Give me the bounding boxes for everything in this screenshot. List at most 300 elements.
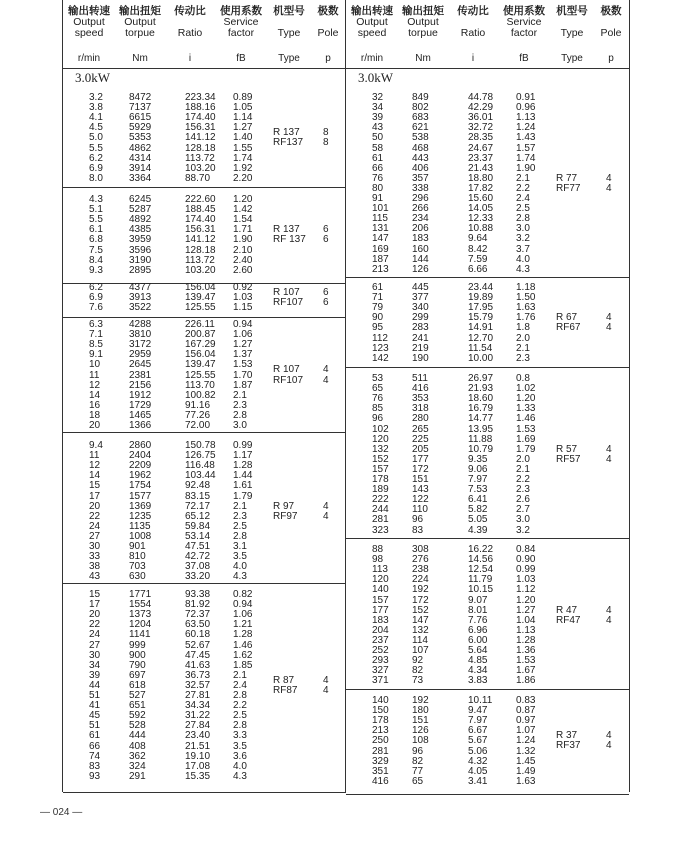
- speed-cell: 177: [372, 604, 389, 616]
- ratio-cell: 83.15: [185, 490, 211, 502]
- ratio-cell: 60.18: [185, 629, 211, 641]
- speed-cell: 61: [372, 152, 384, 164]
- speed-cell: 22: [89, 619, 101, 631]
- table-row: [63, 731, 346, 741]
- torque-cell: 1465: [129, 409, 152, 421]
- header-text: torpue: [408, 27, 438, 39]
- torque-cell: 810: [129, 551, 146, 563]
- factor-cell: 1.79: [516, 443, 536, 455]
- ratio-cell: 156.04: [185, 349, 216, 361]
- type-label: RF37: [556, 740, 581, 752]
- ratio-cell: 188.45: [185, 204, 216, 216]
- header-cell: [594, 6, 628, 39]
- torque-cell: 299: [412, 312, 429, 324]
- torque-cell: 2209: [129, 460, 152, 472]
- header-text: Type: [277, 27, 301, 39]
- header-text: 使用系数: [503, 5, 545, 17]
- ratio-cell: 36.01: [468, 112, 494, 124]
- speed-cell: 41: [89, 700, 101, 712]
- torque-cell: 697: [129, 669, 146, 681]
- ratio-cell: 77.26: [185, 409, 211, 421]
- torque-cell: 621: [412, 122, 429, 134]
- ratio-cell: 18.60: [468, 393, 494, 405]
- pole-label: 4: [606, 322, 612, 334]
- speed-cell: 66: [89, 740, 101, 752]
- speed-cell: 113: [372, 564, 388, 576]
- factor-cell: 2.3: [516, 352, 530, 364]
- ratio-cell: 13.95: [468, 423, 494, 435]
- ratio-cell: 11.54: [468, 342, 493, 354]
- factor-cell: 0.94: [233, 319, 253, 330]
- gear-group: [346, 88, 629, 278]
- torque-cell: 1729: [129, 399, 152, 411]
- type-label: RF97: [273, 510, 298, 522]
- torque-cell: 126: [412, 725, 429, 737]
- header-text: Output: [124, 16, 156, 28]
- header-cell: [550, 6, 594, 39]
- header-text: Output: [407, 16, 439, 28]
- pole-label: 4: [606, 604, 612, 616]
- ratio-cell: 91.16: [185, 399, 211, 411]
- speed-cell: 8.4: [89, 254, 103, 266]
- ratio-cell: 21.43: [468, 162, 494, 174]
- ratio-cell: 6.67: [468, 725, 488, 737]
- ratio-cell: 4.85: [468, 655, 488, 667]
- factor-cell: 1.24: [516, 735, 536, 747]
- ratio-cell: 113.72: [185, 254, 215, 266]
- factor-cell: 1.53: [233, 359, 253, 371]
- speed-cell: 18: [89, 409, 101, 421]
- ratio-cell: 156.04: [185, 282, 216, 293]
- speed-cell: 61: [89, 730, 101, 742]
- type-label: RF47: [556, 614, 581, 626]
- torque-cell: 308: [412, 544, 429, 555]
- factor-cell: 1.04: [516, 614, 536, 626]
- torque-cell: 651: [129, 700, 146, 712]
- header-cell: [346, 6, 398, 39]
- table-row: [346, 234, 629, 244]
- speed-cell: 90: [372, 312, 384, 324]
- header-cell: [215, 6, 267, 39]
- torque-cell: 114: [412, 634, 428, 646]
- table-row: [346, 747, 629, 757]
- torque-cell: 225: [412, 433, 429, 445]
- ratio-cell: 42.29: [468, 102, 494, 114]
- table-row: [346, 736, 629, 746]
- header-text: Pole: [600, 27, 622, 39]
- ratio-cell: 88.70: [185, 172, 211, 184]
- factor-cell: 1.13: [516, 112, 536, 124]
- speed-cell: 147: [372, 233, 389, 245]
- ratio-cell: 167.29: [185, 339, 216, 351]
- speed-cell: 12: [89, 460, 101, 472]
- torque-cell: 443: [412, 152, 429, 164]
- pole-label: 4: [606, 182, 612, 194]
- header-text: 极数: [600, 5, 622, 17]
- factor-cell: 1.28: [233, 629, 253, 641]
- factor-cell: 1.13: [516, 624, 536, 636]
- speed-cell: 12: [89, 379, 101, 391]
- factor-cell: 2.10: [233, 244, 253, 256]
- torque-cell: 276: [412, 554, 429, 566]
- factor-cell: 3.6: [233, 750, 247, 762]
- gear-group: [346, 538, 629, 690]
- ratio-cell: 9.47: [468, 705, 488, 717]
- torque-cell: 190: [412, 352, 429, 364]
- torque-cell: 416: [412, 383, 429, 395]
- torque-cell: 4892: [129, 214, 152, 226]
- torque-cell: 107: [412, 645, 429, 656]
- ratio-cell: 81.92: [185, 599, 211, 611]
- ratio-cell: 9.06: [468, 463, 488, 475]
- unit-cell: Nm: [132, 53, 148, 64]
- ratio-cell: 139.47: [185, 292, 216, 304]
- speed-cell: 39: [372, 112, 384, 124]
- unit-cell: fB: [519, 53, 529, 64]
- table-row: [63, 772, 346, 782]
- ratio-cell: 15.79: [468, 312, 494, 324]
- torque-cell: 143: [412, 484, 429, 496]
- factor-cell: 2.0: [516, 453, 530, 465]
- speed-cell: 3.2: [89, 92, 103, 103]
- header-text: 传动比: [457, 5, 489, 17]
- type-label: R 77: [556, 172, 578, 184]
- torque-cell: 2895: [129, 264, 152, 276]
- ratio-cell: 141.12: [185, 234, 216, 246]
- ratio-cell: 28.35: [468, 132, 494, 144]
- factor-cell: 1.27: [516, 604, 536, 616]
- gear-group: [346, 277, 629, 368]
- factor-cell: 1.14: [233, 112, 253, 124]
- factor-cell: 0.91: [516, 92, 536, 103]
- gear-group: [63, 583, 346, 793]
- type-label: R 107: [273, 287, 300, 299]
- factor-cell: 1.71: [233, 224, 253, 236]
- ratio-cell: 12.33: [468, 213, 494, 225]
- table-row: [346, 334, 629, 344]
- torque-cell: 2381: [129, 369, 152, 381]
- factor-cell: 1.07: [516, 725, 536, 737]
- ratio-cell: 53.14: [185, 530, 211, 542]
- torque-cell: 206: [412, 223, 429, 235]
- torque-cell: 122: [412, 494, 429, 506]
- factor-cell: 0.99: [516, 564, 536, 576]
- ratio-cell: 125.55: [185, 302, 216, 314]
- torque-cell: 357: [412, 172, 429, 184]
- factor-cell: 2.4: [516, 193, 530, 204]
- ratio-cell: 34.34: [185, 700, 211, 712]
- speed-cell: 6.2: [89, 152, 103, 164]
- factor-cell: 3.0: [516, 223, 530, 235]
- speed-cell: 213: [372, 725, 389, 737]
- catalog-page: [62, 0, 628, 792]
- pole-label: 4: [323, 674, 329, 686]
- factor-cell: 2.1: [233, 669, 247, 681]
- speed-cell: 22: [89, 510, 101, 522]
- speed-cell: 4.3: [89, 194, 103, 205]
- type-label: R 107: [273, 364, 300, 376]
- factor-cell: 2.1: [516, 342, 530, 354]
- page-number: — 024 —: [40, 807, 83, 818]
- factor-cell: 2.8: [233, 409, 247, 421]
- torque-cell: 592: [129, 710, 146, 722]
- speed-cell: 7.6: [89, 302, 103, 314]
- torque-cell: 338: [412, 182, 429, 194]
- torque-cell: 4314: [129, 152, 152, 164]
- factor-cell: 2.5: [516, 203, 530, 215]
- torque-cell: 527: [129, 690, 146, 701]
- pole-label: 6: [323, 287, 329, 299]
- factor-cell: 1.90: [233, 234, 253, 246]
- table-row: [63, 481, 346, 491]
- factor-cell: 3.2: [516, 233, 530, 245]
- torque-cell: 2404: [129, 450, 152, 462]
- speed-cell: 293: [372, 655, 389, 667]
- type-label: R 37: [556, 730, 578, 742]
- torque-cell: 265: [412, 423, 429, 435]
- pole-label: 6: [323, 224, 329, 236]
- pole-label: 4: [323, 374, 329, 386]
- factor-cell: 2.2: [233, 700, 247, 712]
- speed-cell: 17: [89, 599, 101, 611]
- ratio-cell: 9.64: [468, 233, 488, 245]
- speed-cell: 3.8: [89, 102, 103, 114]
- torque-cell: 2156: [129, 379, 152, 391]
- ratio-cell: 6.41: [468, 494, 488, 506]
- torque-cell: 144: [412, 253, 429, 265]
- unit-cell: p: [325, 53, 331, 64]
- torque-cell: 172: [412, 463, 429, 475]
- speed-cell: 120: [372, 433, 389, 445]
- header-text: torpue: [125, 27, 155, 39]
- ratio-cell: 65.12: [185, 510, 211, 522]
- factor-cell: 1.69: [516, 433, 536, 445]
- speed-cell: 5.5: [89, 214, 103, 226]
- speed-cell: 51: [89, 720, 101, 732]
- torque-cell: 147: [412, 614, 429, 626]
- factor-cell: 1.45: [516, 755, 536, 767]
- torque-cell: 353: [412, 393, 429, 405]
- factor-cell: 3.7: [516, 243, 530, 255]
- speed-cell: 79: [372, 302, 384, 314]
- ratio-cell: 33.20: [185, 571, 211, 583]
- ratio-cell: 7.97: [468, 715, 488, 727]
- gear-group: [63, 187, 346, 284]
- speed-cell: 17: [89, 490, 101, 502]
- factor-cell: 1.74: [516, 152, 536, 164]
- torque-cell: 152: [412, 604, 429, 616]
- torque-cell: 377: [412, 292, 429, 304]
- ratio-cell: 100.82: [185, 389, 216, 401]
- table-row: [346, 777, 629, 787]
- speed-cell: 140: [372, 584, 389, 596]
- ratio-cell: 14.56: [468, 554, 494, 566]
- ratio-cell: 3.41: [468, 775, 488, 787]
- header-cell: [498, 6, 550, 39]
- speed-cell: 281: [372, 514, 389, 526]
- torque-cell: 4385: [129, 224, 152, 236]
- type-label: R 87: [273, 674, 295, 686]
- speed-cell: 24: [89, 629, 101, 641]
- type-label: RF137: [273, 137, 304, 149]
- factor-cell: 1.61: [233, 480, 253, 492]
- factor-cell: 1.63: [516, 302, 536, 314]
- ratio-cell: 93.38: [185, 589, 211, 600]
- header-cell: [267, 6, 311, 39]
- table-row: [63, 492, 346, 502]
- factor-cell: 1.43: [516, 132, 536, 144]
- ratio-cell: 9.07: [468, 594, 488, 606]
- torque-cell: 2645: [129, 359, 152, 371]
- torque-cell: 324: [129, 760, 146, 772]
- units-row: [346, 48, 629, 69]
- speed-cell: 416: [372, 775, 389, 787]
- speed-cell: 8.0: [89, 172, 103, 184]
- speed-cell: 5.1: [89, 204, 103, 216]
- factor-cell: 1.06: [233, 329, 253, 341]
- factor-cell: 1.46: [516, 413, 536, 425]
- torque-cell: 618: [129, 679, 146, 691]
- ratio-cell: 21.51: [185, 740, 211, 752]
- torque-cell: 1008: [129, 530, 152, 542]
- factor-cell: 3.0: [233, 420, 247, 431]
- factor-cell: 2.6: [516, 494, 530, 506]
- header-text: 传动比: [174, 5, 206, 17]
- left-column: [62, 0, 346, 792]
- type-label: RF87: [273, 684, 298, 696]
- factor-cell: 1.17: [233, 450, 253, 462]
- speed-cell: 187: [372, 253, 389, 265]
- factor-cell: 3.1: [233, 541, 247, 552]
- factor-cell: 1.37: [233, 349, 253, 361]
- header-text: Service: [223, 16, 259, 28]
- torque-cell: 362: [129, 750, 146, 762]
- torque-cell: 7137: [129, 102, 152, 114]
- ratio-cell: 8.01: [468, 604, 488, 616]
- factor-cell: 2.4: [233, 679, 247, 691]
- factor-cell: 0.8: [516, 373, 530, 384]
- factor-cell: 1.03: [516, 574, 536, 586]
- factor-cell: 2.1: [516, 172, 530, 184]
- ratio-cell: 7.97: [468, 474, 488, 485]
- unit-cell: i: [188, 53, 192, 64]
- factor-cell: 1.53: [516, 655, 536, 667]
- header-text: 输出转速: [68, 5, 110, 17]
- factor-cell: 3.2: [516, 524, 530, 536]
- speed-cell: 14: [89, 389, 101, 401]
- header-text: factor: [227, 27, 255, 39]
- ratio-cell: 24.67: [468, 142, 494, 154]
- speed-cell: 4.1: [89, 112, 103, 124]
- torque-cell: 283: [412, 322, 429, 334]
- speed-cell: 250: [372, 735, 389, 747]
- factor-cell: 1.86: [516, 675, 536, 687]
- speed-cell: 6.9: [89, 292, 103, 304]
- speed-cell: 20: [89, 500, 101, 512]
- table-row: [346, 515, 629, 525]
- factor-cell: 3.5: [233, 551, 247, 563]
- speed-cell: 38: [89, 561, 101, 573]
- table-row: [63, 371, 346, 381]
- ratio-cell: 18.80: [468, 172, 494, 184]
- ratio-cell: 200.87: [185, 329, 216, 341]
- factor-cell: 2.60: [233, 264, 253, 276]
- ratio-cell: 19.89: [468, 292, 494, 304]
- speed-cell: 237: [372, 634, 389, 646]
- speed-cell: 98: [372, 554, 384, 566]
- right-column: [345, 0, 630, 792]
- ratio-cell: 12.70: [468, 332, 494, 344]
- torque-cell: 5929: [129, 122, 152, 134]
- factor-cell: 1.32: [516, 745, 536, 757]
- speed-cell: 8.5: [89, 339, 103, 351]
- factor-cell: 1.27: [233, 339, 253, 351]
- speed-cell: 9.3: [89, 264, 103, 276]
- ratio-cell: 188.16: [185, 102, 216, 114]
- factor-cell: 1.33: [516, 403, 536, 415]
- torque-cell: 1554: [129, 599, 152, 611]
- torque-cell: 160: [412, 243, 429, 255]
- ratio-cell: 17.82: [468, 182, 494, 194]
- speed-cell: 178: [372, 715, 389, 727]
- speed-cell: 9.1: [89, 349, 103, 361]
- ratio-cell: 125.55: [185, 369, 216, 381]
- speed-cell: 58: [372, 142, 384, 154]
- factor-cell: 4.3: [516, 263, 530, 275]
- torque-cell: 151: [412, 474, 429, 485]
- factor-cell: 1.28: [233, 460, 253, 472]
- table-row: [63, 266, 346, 276]
- torque-cell: 790: [129, 659, 146, 671]
- ratio-cell: 14.91: [468, 322, 494, 334]
- factor-cell: 1.06: [233, 609, 253, 621]
- pole-label: 6: [323, 297, 329, 309]
- speed-cell: 5.0: [89, 132, 103, 144]
- speed-cell: 132: [372, 443, 389, 455]
- column-header: [346, 0, 629, 48]
- header-text: 输出转速: [351, 5, 393, 17]
- factor-cell: 1.54: [233, 214, 253, 226]
- table-row: [346, 245, 629, 255]
- type-label: RF67: [556, 322, 581, 334]
- factor-cell: 2.20: [233, 172, 253, 184]
- factor-cell: 1.8: [516, 322, 530, 334]
- factor-cell: 1.76: [516, 312, 536, 324]
- factor-cell: 2.2: [516, 474, 530, 485]
- header-text: 机型号: [273, 5, 305, 17]
- ratio-cell: 10.15: [468, 584, 494, 596]
- table-row: [346, 323, 629, 333]
- ratio-cell: 141.12: [185, 132, 216, 144]
- torque-cell: 3364: [129, 172, 152, 184]
- header-text: speed: [357, 27, 387, 39]
- ratio-cell: 27.81: [185, 690, 211, 701]
- ratio-cell: 7.59: [468, 253, 488, 265]
- speed-cell: 6.3: [89, 319, 103, 330]
- ratio-cell: 19.10: [185, 750, 211, 762]
- factor-cell: 1.28: [516, 634, 536, 646]
- ratio-cell: 10.00: [468, 352, 494, 364]
- torque-cell: 82: [412, 755, 424, 767]
- ratio-cell: 128.18: [185, 142, 216, 154]
- torque-cell: 340: [412, 302, 429, 314]
- ratio-cell: 44.78: [468, 92, 494, 103]
- factor-cell: 0.97: [516, 715, 536, 727]
- table-row: [63, 421, 346, 431]
- torque-cell: 1204: [129, 619, 152, 631]
- factor-cell: 1.20: [516, 594, 536, 606]
- ratio-cell: 7.76: [468, 614, 488, 626]
